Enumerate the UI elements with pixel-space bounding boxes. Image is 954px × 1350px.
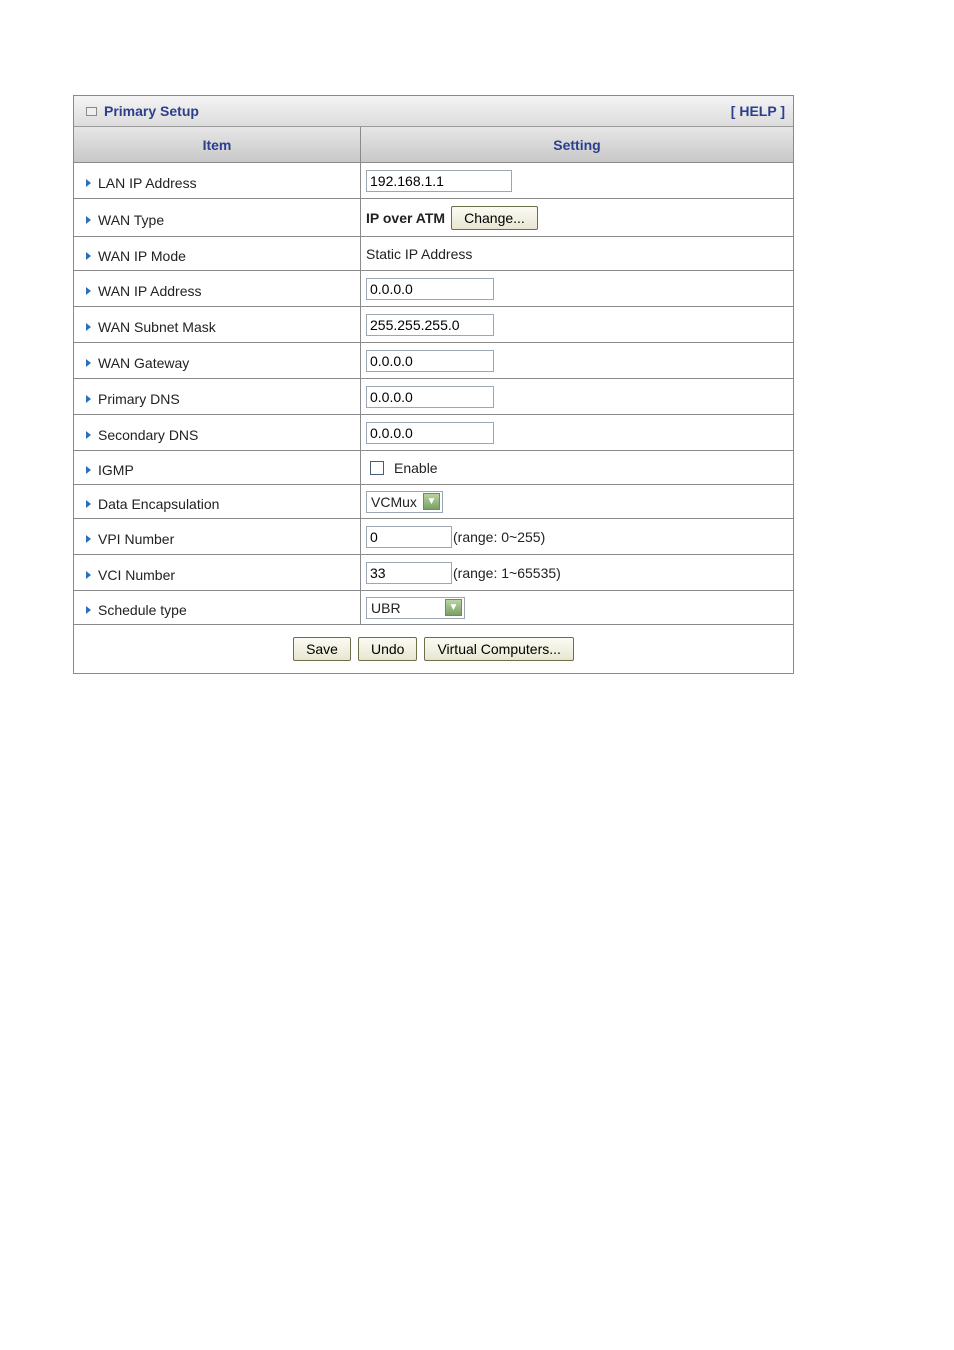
table-row [74,163,793,199]
arrow-right-icon [86,431,91,439]
arrow-right-icon [86,571,91,579]
table-header [74,127,793,163]
encapsulation-select[interactable] [366,491,443,513]
undo-button[interactable]: Undo [358,637,417,661]
schedule-select[interactable] [366,597,465,619]
wan-ip-input[interactable] [366,278,494,300]
table-row [74,415,793,451]
primary-dns-input[interactable] [366,386,494,408]
wan-ip-mode-value: Static IP Address [366,245,473,262]
arrow-right-icon [86,359,91,367]
encapsulation-value: VCMux [371,493,417,510]
change-button[interactable]: Change... [451,206,538,230]
wan-gateway-label: WAN Gateway [98,354,190,371]
primary-setup-panel [73,95,794,674]
chevron-down-icon[interactable]: ▼ [423,493,440,510]
table-row [74,271,793,307]
table-row [74,379,793,415]
wan-type-value: IP over ATM [366,209,446,226]
table-row [74,451,793,485]
window-icon [86,107,97,116]
vci-input[interactable] [366,562,452,584]
table-row [74,343,793,379]
schedule-label: Schedule type [98,601,187,618]
encapsulation-label: Data Encapsulation [98,495,220,512]
igmp-label: IGMP [98,461,134,478]
schedule-value: UBR [371,599,401,616]
primary-dns-label: Primary DNS [98,390,180,407]
table-row [74,519,793,555]
arrow-right-icon [86,535,91,543]
virtual-computers-button[interactable]: Virtual Computers... [424,637,573,661]
table-row [74,591,793,625]
save-button[interactable]: Save [293,637,351,661]
table-row [74,555,793,591]
table-row [74,199,793,237]
vci-range: (range: 1~65535) [453,564,561,581]
wan-ip-label: WAN IP Address [98,282,202,299]
lan-ip-input[interactable] [366,170,512,192]
col-setting-header: Setting [553,136,601,153]
col-item-header: Item [74,127,361,162]
secondary-dns-label: Secondary DNS [98,426,199,443]
arrow-right-icon [86,287,91,295]
arrow-right-icon [86,466,91,474]
arrow-right-icon [86,179,91,187]
chevron-down-icon[interactable]: ▼ [445,599,462,616]
wan-type-label: WAN Type [98,211,165,228]
arrow-right-icon [86,395,91,403]
igmp-enable-label: Enable [394,459,438,476]
arrow-right-icon [86,500,91,508]
panel-titlebar [74,96,793,127]
panel-title: Primary Setup [104,103,199,119]
secondary-dns-input[interactable] [366,422,494,444]
wan-gateway-input[interactable] [366,350,494,372]
vpi-input[interactable] [366,526,452,548]
vpi-range: (range: 0~255) [453,528,546,545]
action-bar [74,625,793,673]
igmp-checkbox[interactable] [370,461,384,475]
arrow-right-icon [86,252,91,260]
arrow-right-icon [86,216,91,224]
vpi-label: VPI Number [98,530,175,547]
wan-mask-label: WAN Subnet Mask [98,318,216,335]
vci-label: VCI Number [98,566,176,583]
table-row [74,237,793,271]
table-row [74,307,793,343]
help-link[interactable]: [ HELP ] [730,103,785,119]
arrow-right-icon [86,323,91,331]
table-row [74,485,793,519]
wan-ip-mode-label: WAN IP Mode [98,247,186,264]
lan-ip-label: LAN IP Address [98,174,197,191]
arrow-right-icon [86,606,91,614]
wan-mask-input[interactable] [366,314,494,336]
